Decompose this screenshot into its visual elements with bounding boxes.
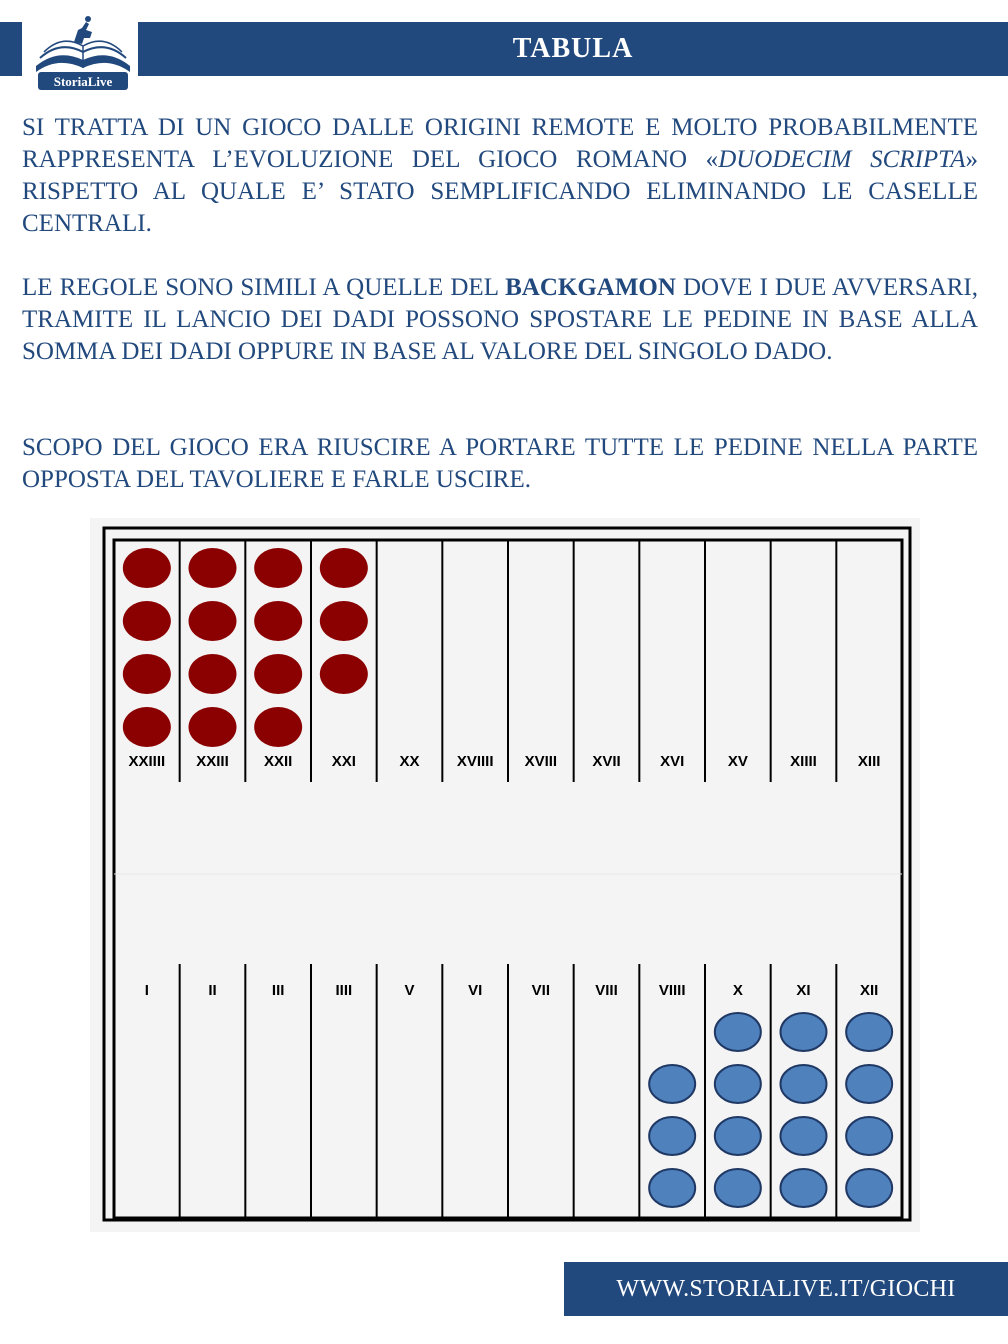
tabula-board (100, 524, 914, 1224)
top-point-label: XVI (660, 753, 685, 770)
bottom-point-label: I (144, 982, 149, 999)
blue-piece[interactable] (846, 1065, 892, 1103)
red-piece[interactable] (254, 548, 302, 588)
bottom-point-label: VIIII (658, 982, 686, 999)
bottom-point-label: VI (468, 982, 483, 999)
red-piece[interactable] (123, 601, 171, 641)
blue-piece[interactable] (781, 1169, 827, 1207)
bottom-point-label: V (404, 982, 415, 999)
blue-piece[interactable] (781, 1065, 827, 1103)
top-point-label: XIII (857, 753, 881, 770)
red-piece[interactable] (189, 654, 237, 694)
red-piece[interactable] (189, 548, 237, 588)
top-point-label: XIIII (790, 753, 817, 770)
storialive-logo (28, 8, 138, 92)
red-piece[interactable] (123, 654, 171, 694)
paragraph-rules (22, 272, 978, 368)
red-piece[interactable] (254, 654, 302, 694)
paragraph-goal-text: SCOPO DEL GIOCO ERA RIUSCIRE A PORTARE TUTTE LE PEDINE NELLA PARTE OPPOSTA DEL TAVOLIERE E FARLE USCIRE. (22, 434, 978, 493)
red-piece[interactable] (123, 707, 171, 747)
bottom-point-label: IIII (335, 982, 353, 999)
page-title: TABULA (512, 33, 634, 64)
red-piece[interactable] (189, 601, 237, 641)
blue-piece[interactable] (649, 1117, 695, 1155)
paragraph-rules-part2: DOVE I DUE AVVERSARI, TRAMITE IL LANCIO DEI DADI POSSONO SPOSTARE LE PEDINE IN BASE ALLA SOMMA DEI DADI OPPURE IN BASE AL VALORE DEL SINGOLO DADO. (22, 274, 978, 365)
bottom-point-label: VIII (595, 982, 618, 999)
blue-piece[interactable] (846, 1117, 892, 1155)
red-piece[interactable] (123, 548, 171, 588)
header-bar (138, 22, 1008, 76)
bottom-point-label: XI (796, 982, 811, 999)
paragraph-rules-part1: LE REGOLE SONO SIMILI A QUELLE DEL (22, 274, 506, 301)
top-point-label: XXIII (196, 753, 229, 770)
top-point-label: XXII (263, 753, 293, 770)
top-point-label: XX (399, 753, 420, 770)
red-piece[interactable] (320, 601, 368, 641)
red-piece[interactable] (189, 707, 237, 747)
blue-piece[interactable] (715, 1117, 761, 1155)
bottom-point-label: VII (531, 982, 551, 999)
red-piece[interactable] (320, 548, 368, 588)
paragraph-goal (22, 432, 978, 496)
top-point-label: XVIIII (456, 753, 494, 770)
red-piece[interactable] (320, 654, 368, 694)
bottom-point-label: III (271, 982, 285, 999)
paragraph-intro-part2: » RISPETTO AL QUALE E’ STATO SEMPLIFICANDO ELIMINANDO LE CASELLE CENTRALI. (22, 146, 978, 237)
blue-piece[interactable] (715, 1169, 761, 1207)
blue-piece[interactable] (781, 1013, 827, 1051)
red-piece[interactable] (254, 601, 302, 641)
top-point-label: XV (727, 753, 748, 770)
top-point-label: XVII (592, 753, 621, 770)
paragraph-intro-italic: DUODECIM SCRIPTA (718, 146, 966, 173)
top-point-label: XXI (331, 753, 356, 770)
logo-text: StoriaLive (53, 74, 113, 89)
blue-piece[interactable] (715, 1065, 761, 1103)
blue-piece[interactable] (781, 1117, 827, 1155)
blue-piece[interactable] (846, 1169, 892, 1207)
footer-bar (564, 1262, 1008, 1316)
blue-piece[interactable] (649, 1065, 695, 1103)
paragraph-rules-bold: BACKGAMON (505, 274, 676, 301)
bottom-point-label: II (208, 982, 217, 999)
red-piece[interactable] (254, 707, 302, 747)
bottom-point-label: XII (859, 982, 879, 999)
paragraph-intro (22, 112, 978, 240)
bottom-point-label: X (732, 982, 743, 999)
paragraph-intro-part1: SI TRATTA DI UN GIOCO DALLE ORIGINI REMOTE E MOLTO PROBABILMENTE RAPPRESENTA L’EVOLUZIONE DEL GIOCO ROMANO « (22, 114, 978, 173)
blue-piece[interactable] (649, 1169, 695, 1207)
top-point-label: XXIIII (128, 753, 166, 770)
blue-piece[interactable] (715, 1013, 761, 1051)
footer-url[interactable]: WWW.STORIALIVE.IT/GIOCHI (616, 1275, 956, 1302)
header-left-accent (0, 22, 22, 76)
blue-piece[interactable] (846, 1013, 892, 1051)
top-point-label: XVIII (524, 753, 558, 770)
